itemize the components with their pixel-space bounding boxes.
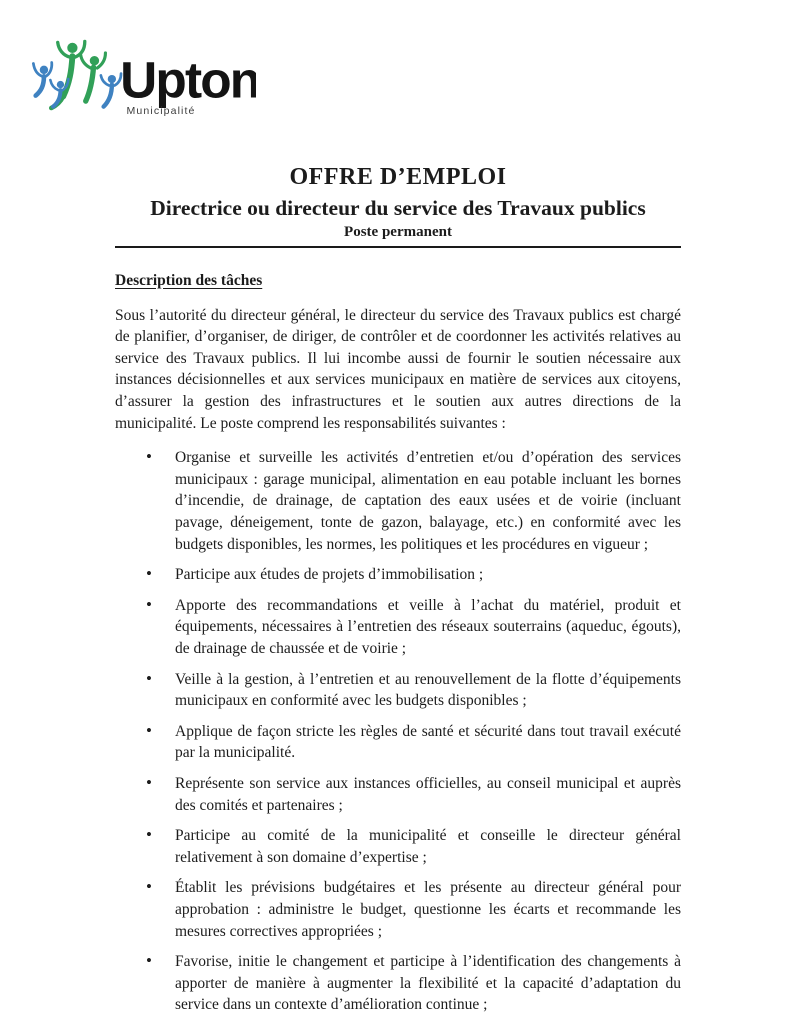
header-rule [115,246,681,248]
document-content [115,163,681,1024]
list-item: • Organise et surveille les activités d’entretien et/ou d’opération des services municipaux : garage municipal, alimentation en eau potable incluant les bornes d’incendie, de drainage, de captation des eaux usées et de voirie (incluant pavage, déneigement, tonte de gazon, balayage, etc.) en conformité avec les budgets disponibles, les normes, les politiques et les procédures en vigueur ; [175,447,681,555]
list-item: • Représente son service aux instances officielles, au conseil municipal et auprès des comités et partenaires ; [175,773,681,816]
list-item: • Veille à la gestion, à l’entretien et au renouvellement de la flotte d’équipements municipaux en conformité avec les budgets disponibles ; [175,669,681,712]
list-item: • Participe aux études de projets d’immobilisation ; [175,564,681,586]
list-item: • Favorise, initie le changement et participe à l’identification des changements à apporter de manière à augmenter la flexibilité et la capacité d’adaptation du service dans un contexte d’amélioration continue ; [175,951,681,1016]
upton-logo-figures-icon [32,34,256,126]
list-item: • Établit les prévisions budgétaires et les présente au directeur général pour approbation : administre le budget, questionne les écarts et recommande les mesures correctives appropriées ; [175,877,681,942]
page-title: OFFRE D’EMPLOI [289,164,507,190]
task-list [115,447,681,1016]
logo-wordmark: Upton [120,50,256,109]
post-type: Poste permanent [344,223,452,240]
upton-logo [32,34,256,126]
list-item: • Apporte des recommandations et veille à l’achat du matériel, produit et équipements, nécessaires à l’entretien des réseaux souterrains (aqueduc, égouts), de drainage de chaussée et de voirie ; [175,595,681,660]
list-item: • Applique de façon stricte les règles de santé et sécurité dans tout travail exécuté par la municipalité. [175,721,681,764]
logo-subtitle: Municipalité [126,104,196,117]
title-block [115,163,681,248]
list-item: • Participe au comité de la municipalité et conseille le directeur général relativement à son domaine d’expertise ; [175,825,681,868]
section-heading-description: Description des tâches [115,271,263,289]
intro-paragraph: Sous l’autorité du directeur général, le directeur du service des Travaux publics est chargé de planifier, d’organiser, de diriger, de contrôler et de coordonner les activités relatives au service des Travaux publics. Il lui incombe aussi de fournir le soutien nécessaire aux instances décisionnelles et aux services municipaux en matière de services aux citoyens, d’assurer la gestion des infrastructures et le soutien aux autres directions de la municipalité. Le poste comprend les responsabilités suivantes : [115,306,681,432]
job-title: Directrice ou directeur du service des Travaux publics [150,195,646,220]
